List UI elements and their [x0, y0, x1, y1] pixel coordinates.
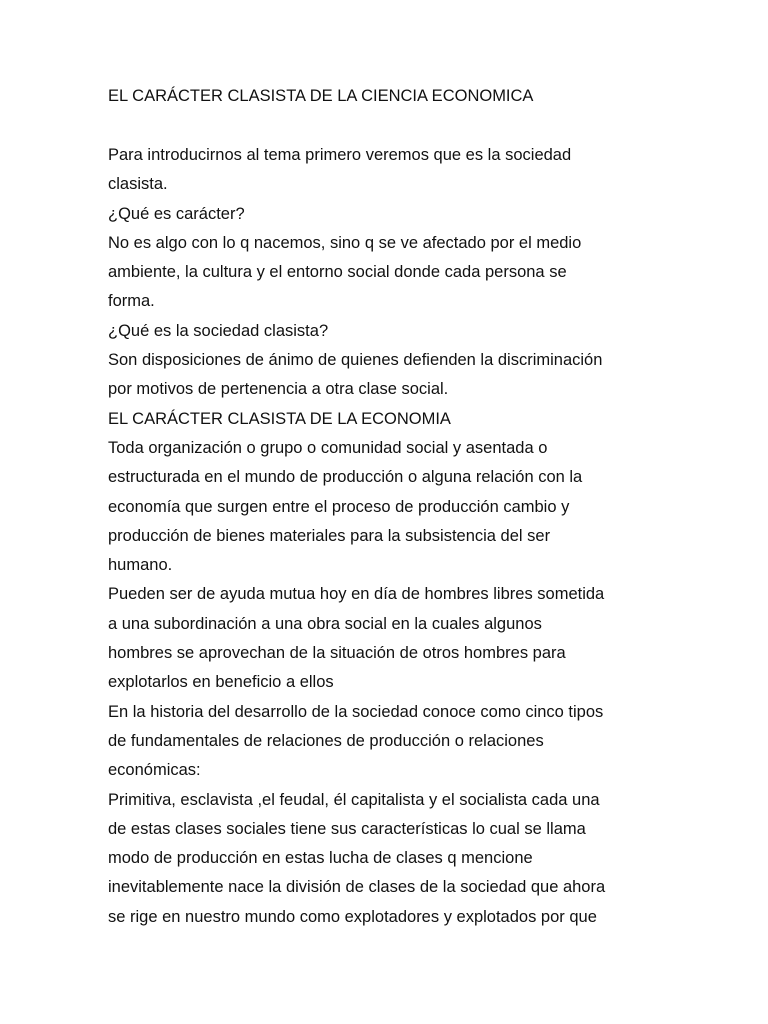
text-line: economía que surgen entre el proceso de producción cambio y	[108, 497, 570, 516]
text-line: de fundamentales de relaciones de producción o relaciones	[108, 731, 544, 750]
text-line: económicas:	[108, 761, 201, 780]
text-line: Toda organización o grupo o comunidad social y asentada o	[108, 438, 548, 457]
text-line: explotarlos en beneficio a ellos	[108, 673, 334, 692]
text-line: de estas clases sociales tiene sus características lo cual se llama	[108, 819, 586, 838]
text-line: por motivos de pertenencia a otra clase social.	[108, 380, 449, 399]
text-line: Pueden ser de ayuda mutua hoy en día de hombres libres sometida	[108, 585, 605, 604]
text-line: ambiente, la cultura y el entorno social donde cada persona se	[108, 263, 567, 282]
text-line: ¿Qué es la sociedad clasista?	[108, 321, 329, 340]
text-line: forma.	[108, 292, 155, 311]
text-line: clasista.	[108, 175, 168, 194]
text-line: ¿Qué es carácter?	[108, 204, 245, 223]
text-line: Son disposiciones de ánimo de quienes defienden la discriminación	[108, 351, 603, 370]
text-line: a una subordinación a una obra social en la cuales algunos	[108, 614, 542, 633]
text-line: modo de producción en estas lucha de clases q mencione	[108, 849, 533, 868]
section-heading: EL CARÁCTER CLASISTA DE LA ECONOMIA	[108, 409, 451, 428]
text-line: Para introducirnos al tema primero veremos que es la sociedad	[108, 146, 572, 164]
text-line: No es algo con lo q nacemos, sino q se ve afectado por el medio	[108, 233, 582, 252]
text-line: inevitablemente nace la división de clases de la sociedad que ahora	[108, 878, 606, 897]
document-title: EL CARÁCTER CLASISTA DE LA CIENCIA ECONOMICA	[108, 87, 534, 105]
text-line: se rige en nuestro mundo como explotadores y explotados por que	[108, 907, 597, 926]
text-line: Primitiva, esclavista ,el feudal, él capitalista y el socialista cada una	[108, 790, 600, 809]
text-line: hombres se aprovechan de la situación de otros hombres para	[108, 644, 566, 663]
document-body	[108, 141, 668, 932]
text-line: producción de bienes materiales para la subsistencia del ser	[108, 526, 551, 545]
text-line: estructurada en el mundo de producción o alguna relación con la	[108, 468, 583, 487]
text-line: En la historia del desarrollo de la sociedad conoce como cinco tipos	[108, 702, 604, 721]
text-line: humano.	[108, 556, 173, 575]
